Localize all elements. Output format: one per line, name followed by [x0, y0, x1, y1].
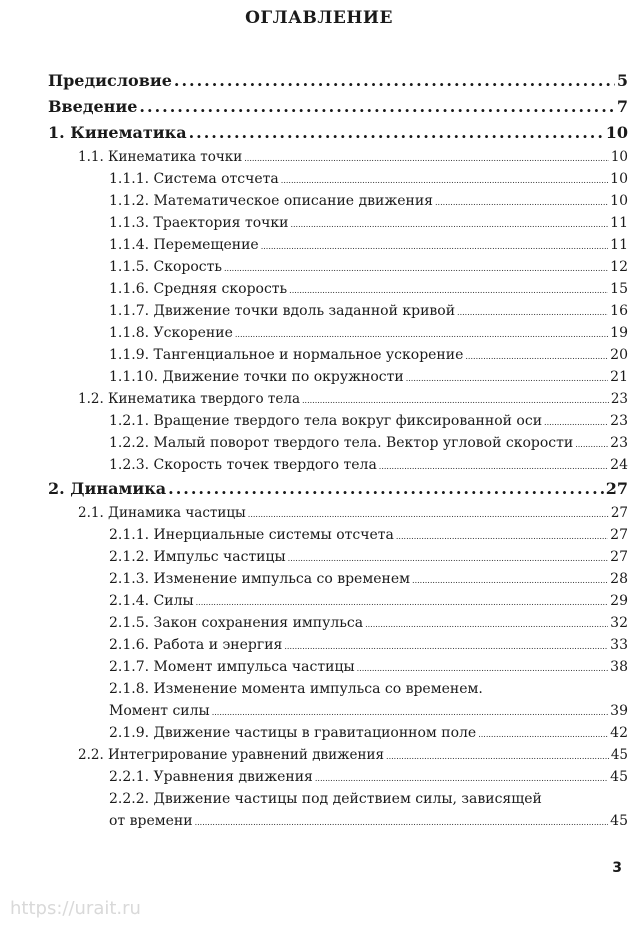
toc-subsection-1-1-3[interactable] [48, 212, 628, 234]
toc-entry-page: 21 [610, 369, 628, 385]
toc-entry-introduction[interactable] [48, 94, 628, 120]
toc-subsection-2-1-1[interactable] [48, 524, 628, 546]
toc-entry-text: Предисловие [48, 71, 172, 90]
toc-entry-page: 33 [610, 637, 628, 653]
toc-entry-text: 1.1.4. Перемещение [109, 237, 259, 253]
dot-leader [244, 148, 609, 170]
dot-leader [406, 368, 608, 390]
watermark-url: https://urait.ru [10, 898, 141, 919]
toc-entry-text: 2.1.1. Инерциальные системы отсчета [109, 527, 394, 543]
toc-entry-page: 23 [610, 413, 628, 429]
toc-entry-text: 1.2.3. Скорость точек твердого тела [109, 457, 377, 473]
toc-entry-page: 27 [610, 505, 628, 521]
toc-entry-page: 39 [610, 703, 628, 719]
toc-entry-text: 1.2.1. Вращение твердого тела вокруг фиксированной оси [109, 413, 543, 429]
toc-entry-page: 27 [610, 527, 628, 543]
dot-leader [284, 636, 608, 658]
dot-leader [289, 280, 608, 302]
toc-entry-page: 27 [605, 479, 628, 498]
dot-leader [174, 68, 615, 94]
toc-entry-text: Момент силы [109, 703, 210, 719]
toc-chapter-1[interactable] [48, 120, 628, 146]
toc-entry-page: 11 [610, 237, 628, 253]
toc-entry-preface[interactable] [48, 68, 628, 94]
dot-leader [435, 192, 608, 214]
toc-subsection-1-1-1[interactable] [48, 168, 628, 190]
toc-entry-text: 2.1. Динамика частицы [78, 505, 246, 521]
toc-subsection-2-1-4[interactable] [48, 590, 628, 612]
toc-subsection-1-2-1[interactable] [48, 410, 628, 432]
dot-leader [139, 94, 614, 120]
toc-section-2-2[interactable] [48, 744, 628, 766]
toc-subsection-1-1-8[interactable] [48, 322, 628, 344]
toc-entry-text: 2.1.9. Движение частицы в гравитационном поле [109, 725, 477, 741]
dot-leader [288, 548, 609, 570]
toc-entry-page: 10 [610, 171, 628, 187]
dot-leader [396, 526, 608, 548]
dot-leader [290, 214, 608, 236]
toc-entry-page: 10 [605, 123, 628, 142]
toc-entry-page: 23 [610, 391, 628, 407]
dot-leader [235, 324, 608, 346]
toc-subsection-2-1-6[interactable] [48, 634, 628, 656]
toc-section-2-1[interactable] [48, 502, 628, 524]
toc-entry-page: 12 [610, 259, 628, 275]
toc-entry-page: 20 [610, 347, 628, 363]
toc-entry-page: 16 [610, 303, 628, 319]
toc-entry-page: 5 [616, 71, 628, 90]
dot-leader [302, 390, 609, 412]
dot-leader [379, 456, 608, 478]
toc-entry-text: 1.1.7. Движение точки вдоль заданной кривой [109, 303, 456, 319]
toc-subsection-1-1-9[interactable] [48, 344, 628, 366]
toc-subsection-1-1-4[interactable] [48, 234, 628, 256]
toc-subsection-1-1-5[interactable] [48, 256, 628, 278]
toc-entry-page: 23 [610, 435, 628, 451]
toc-entry-text: 1.1.9. Тангенциальное и нормальное ускорение [109, 347, 464, 363]
toc-entry-page: 19 [610, 325, 628, 341]
toc-entry-text: 1.1.1. Система отсчета [109, 171, 279, 187]
toc-entry-page: 42 [610, 725, 628, 741]
dot-leader [412, 570, 608, 592]
toc-entry-text: 2.1.5. Закон сохранения импульса [109, 615, 364, 631]
dot-leader [196, 592, 609, 614]
dot-leader [224, 258, 608, 280]
toc-entry-text: 1. Кинематика [48, 123, 187, 142]
toc-subsection-1-1-6[interactable] [48, 278, 628, 300]
toc-entry-text: 2.1.3. Изменение импульса со временем [109, 571, 411, 587]
toc-entry-page: 45 [610, 747, 628, 763]
toc-subsection-2-1-7[interactable] [48, 656, 628, 678]
toc-title: ОГЛАВЛЕНИЕ [245, 8, 393, 28]
toc-subsection-2-1-8[interactable] [48, 700, 628, 722]
toc-entry-page: 32 [610, 615, 628, 631]
toc-entry-text: 1.2.2. Малый поворот твердого тела. Вектор угловой скорости [109, 435, 574, 451]
toc-entry-page: 38 [610, 659, 628, 675]
toc-entry-text: Введение [48, 97, 138, 116]
toc-entry-page: 29 [610, 593, 628, 609]
toc-entry-text: 1.1. Кинематика точки [78, 149, 243, 165]
toc-subsection-2-2-2[interactable] [48, 810, 628, 832]
dot-leader [189, 120, 604, 146]
dot-leader [212, 702, 608, 724]
dot-leader [457, 302, 608, 324]
toc-section-1-1[interactable] [48, 146, 628, 168]
toc-subsection-2-1-3[interactable] [48, 568, 628, 590]
dot-leader [281, 170, 608, 192]
toc-entry-text: 2.1.4. Силы [109, 593, 194, 609]
toc-subsection-2-1-5[interactable] [48, 612, 628, 634]
dot-leader [575, 434, 608, 456]
toc-entry-text: 1.1.10. Движение точки по окружности [109, 369, 404, 385]
toc-subsection-2-1-8-line1[interactable]: 2.1.8. Изменение момента импульса со временем. [109, 681, 483, 697]
toc-entry-page: 10 [610, 193, 628, 209]
toc-entry-text: 1.2. Кинематика твердого тела [78, 391, 300, 407]
toc-entry-text: 2.1.2. Импульс частицы [109, 549, 286, 565]
toc-entry-text: 2.2. Интегрирование уравнений движения [78, 747, 385, 763]
toc-entry-page: 28 [610, 571, 628, 587]
toc-entry-page: 24 [610, 457, 628, 473]
dot-leader [261, 236, 608, 258]
toc-section-1-2[interactable] [48, 388, 628, 410]
toc-entry-text: 1.1.8. Ускорение [109, 325, 233, 341]
toc-subsection-1-1-10[interactable] [48, 366, 628, 388]
toc-subsection-2-2-2-line1[interactable]: 2.2.2. Движение частицы под действием силы, зависящей [109, 791, 542, 807]
toc-subsection-1-2-3[interactable] [48, 454, 628, 476]
toc-entry-text: 1.1.2. Математическое описание движения [109, 193, 434, 209]
toc-entry-text: 2. Динамика [48, 479, 167, 498]
toc-subsection-1-1-2[interactable] [48, 190, 628, 212]
dot-leader [357, 658, 609, 680]
toc-entry-text: 1.1.5. Скорость [109, 259, 223, 275]
table-of-contents [48, 68, 628, 832]
dot-leader [168, 476, 604, 502]
toc-subsection-2-1-9[interactable] [48, 722, 628, 744]
toc-subsection-2-1-2[interactable] [48, 546, 628, 568]
toc-entry-page: 10 [610, 149, 628, 165]
toc-entry-text: 2.1.6. Работа и энергия [109, 637, 283, 653]
toc-entry-page: 27 [610, 549, 628, 565]
toc-entry-text: 1.1.6. Средняя скорость [109, 281, 288, 297]
toc-entry-page: 15 [610, 281, 628, 297]
toc-entry-text: 2.2.1. Уравнения движения [109, 769, 313, 785]
dot-leader [465, 346, 608, 368]
toc-entry-text: 1.1.3. Траектория точки [109, 215, 289, 231]
toc-entry-text: от времени [109, 813, 193, 829]
dot-leader [248, 504, 609, 526]
toc-entry-page: 7 [616, 97, 628, 116]
toc-subsection-2-2-1[interactable] [48, 766, 628, 788]
dot-leader [386, 746, 609, 768]
toc-subsection-1-2-2[interactable] [48, 432, 628, 454]
dot-leader [365, 614, 608, 636]
toc-entry-text: 2.1.7. Момент импульса частицы [109, 659, 355, 675]
toc-chapter-2[interactable] [48, 476, 628, 502]
dot-leader [315, 768, 608, 790]
dot-leader [478, 724, 608, 746]
toc-entry-page: 45 [610, 813, 628, 829]
toc-entry-page: 11 [610, 215, 628, 231]
toc-subsection-1-1-7[interactable] [48, 300, 628, 322]
toc-entry-page: 45 [610, 769, 628, 785]
page-number: 3 [612, 860, 622, 876]
dot-leader [195, 812, 609, 834]
dot-leader [544, 412, 608, 434]
